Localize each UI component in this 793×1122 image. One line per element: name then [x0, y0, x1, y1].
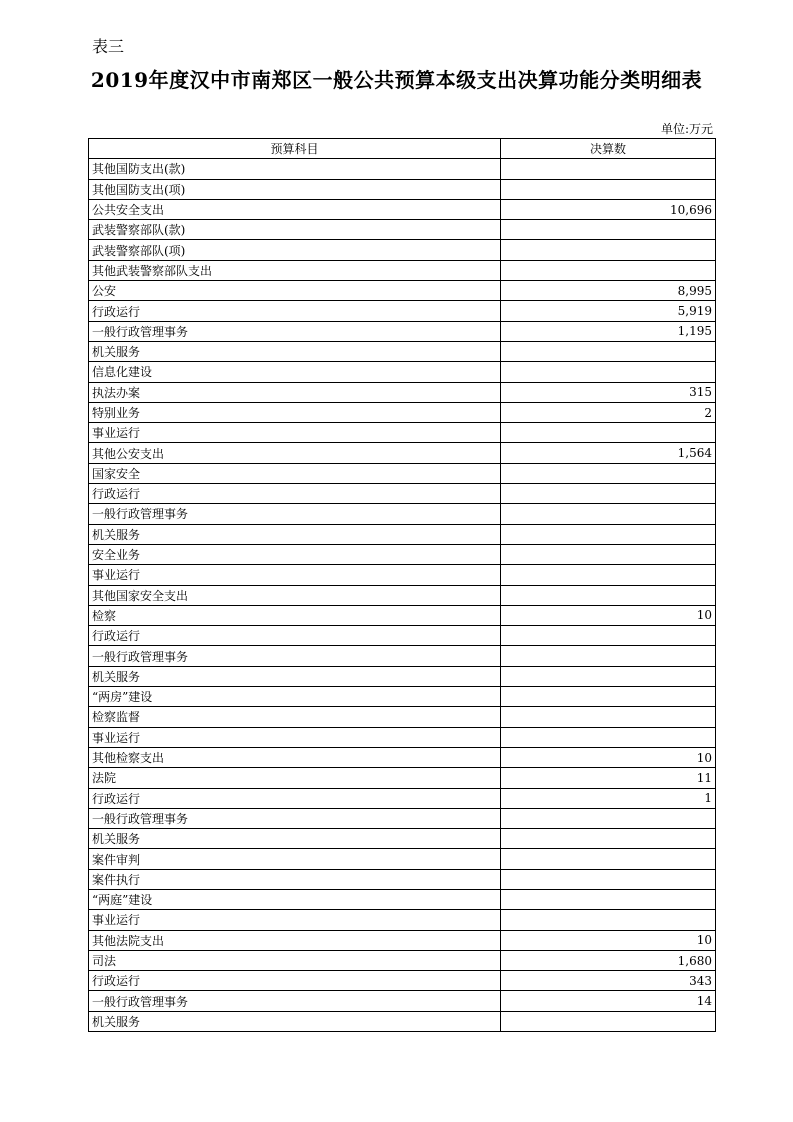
budget-item-name: 一般行政管理事务 — [89, 646, 501, 666]
budget-item-value — [501, 179, 716, 199]
table-row — [89, 869, 716, 889]
budget-item-name: 检察 — [89, 605, 501, 625]
budget-item-value: 11 — [501, 768, 716, 788]
budget-item-value: 2 — [501, 402, 716, 422]
budget-item-name: 信息化建设 — [89, 362, 501, 382]
table-row — [89, 159, 716, 179]
table-row — [89, 808, 716, 828]
table-row — [89, 626, 716, 646]
table-row — [89, 544, 716, 564]
budget-item-value — [501, 849, 716, 869]
table-row — [89, 768, 716, 788]
budget-item-value — [501, 341, 716, 361]
budget-table — [88, 138, 716, 1032]
budget-item-name: 机关服务 — [89, 666, 501, 686]
budget-item-value — [501, 423, 716, 443]
table-row — [89, 402, 716, 422]
table-row — [89, 889, 716, 909]
table-row — [89, 910, 716, 930]
header-final-amount: 决算数 — [501, 139, 716, 159]
table-row — [89, 362, 716, 382]
table-row — [89, 707, 716, 727]
budget-item-value: 1 — [501, 788, 716, 808]
budget-item-name: 其他国家安全支出 — [89, 585, 501, 605]
table-row — [89, 341, 716, 361]
budget-item-name: 一般行政管理事务 — [89, 504, 501, 524]
budget-item-value — [501, 808, 716, 828]
budget-item-name: 行政运行 — [89, 301, 501, 321]
budget-item-name: 一般行政管理事务 — [89, 321, 501, 341]
budget-item-name: 武装警察部队(款) — [89, 220, 501, 240]
table-row — [89, 829, 716, 849]
budget-item-name: 其他武装警察部队支出 — [89, 260, 501, 280]
budget-item-name: 机关服务 — [89, 829, 501, 849]
budget-item-value — [501, 240, 716, 260]
table-row — [89, 524, 716, 544]
budget-item-name: 案件执行 — [89, 869, 501, 889]
budget-item-value — [501, 626, 716, 646]
budget-item-value: 8,995 — [501, 281, 716, 301]
table-label: 表三 — [92, 37, 125, 56]
table-header-row — [89, 139, 716, 159]
budget-item-value — [501, 585, 716, 605]
table-row — [89, 991, 716, 1011]
budget-item-value: 10 — [501, 747, 716, 767]
budget-item-value — [501, 727, 716, 747]
budget-item-name: 特别业务 — [89, 402, 501, 422]
budget-item-name: 武装警察部队(项) — [89, 240, 501, 260]
budget-item-name: 行政运行 — [89, 971, 501, 991]
table-row — [89, 565, 716, 585]
header-budget-item: 预算科目 — [89, 139, 501, 159]
budget-item-name: 公安 — [89, 281, 501, 301]
budget-item-name: “两房”建设 — [89, 687, 501, 707]
budget-item-value — [501, 565, 716, 585]
budget-item-value — [501, 362, 716, 382]
budget-item-name: 国家安全 — [89, 463, 501, 483]
budget-item-value: 5,919 — [501, 301, 716, 321]
table-row — [89, 443, 716, 463]
table-row — [89, 382, 716, 402]
budget-item-name: 机关服务 — [89, 524, 501, 544]
budget-item-value — [501, 159, 716, 179]
budget-item-value: 1,195 — [501, 321, 716, 341]
budget-item-name: 行政运行 — [89, 788, 501, 808]
budget-item-name: 司法 — [89, 950, 501, 970]
table-body — [89, 159, 716, 1032]
table-row — [89, 747, 716, 767]
table-row — [89, 484, 716, 504]
budget-item-value — [501, 829, 716, 849]
page-title: 2019年度汉中市南郑区一般公共预算本级支出决算功能分类明细表 — [90, 68, 703, 92]
budget-item-name: 其他检察支出 — [89, 747, 501, 767]
table-row — [89, 666, 716, 686]
table-row — [89, 1011, 716, 1031]
budget-item-value: 315 — [501, 382, 716, 402]
table-row — [89, 727, 716, 747]
table-row — [89, 585, 716, 605]
table-row — [89, 605, 716, 625]
budget-item-name: 其他公安支出 — [89, 443, 501, 463]
budget-item-value — [501, 889, 716, 909]
budget-item-name: 其他国防支出(款) — [89, 159, 501, 179]
budget-item-value — [501, 707, 716, 727]
budget-item-value: 10 — [501, 930, 716, 950]
budget-item-value — [501, 463, 716, 483]
budget-item-name: 案件审判 — [89, 849, 501, 869]
budget-item-value — [501, 484, 716, 504]
budget-item-value — [501, 869, 716, 889]
budget-item-value: 10 — [501, 605, 716, 625]
budget-item-name: 法院 — [89, 768, 501, 788]
table-row — [89, 504, 716, 524]
table-row — [89, 646, 716, 666]
budget-item-name: “两庭”建设 — [89, 889, 501, 909]
table-row — [89, 220, 716, 240]
table-row — [89, 423, 716, 443]
table-row — [89, 950, 716, 970]
budget-item-value: 10,696 — [501, 199, 716, 219]
budget-item-name: 事业运行 — [89, 727, 501, 747]
budget-item-name: 其他法院支出 — [89, 930, 501, 950]
budget-item-name: 机关服务 — [89, 1011, 501, 1031]
budget-item-value: 14 — [501, 991, 716, 1011]
budget-item-name: 其他国防支出(项) — [89, 179, 501, 199]
table-row — [89, 199, 716, 219]
budget-item-value — [501, 524, 716, 544]
budget-item-name: 事业运行 — [89, 910, 501, 930]
table-row — [89, 281, 716, 301]
table-row — [89, 301, 716, 321]
budget-item-value — [501, 544, 716, 564]
table-row — [89, 321, 716, 341]
budget-item-value: 1,680 — [501, 950, 716, 970]
budget-item-name: 事业运行 — [89, 565, 501, 585]
budget-item-value — [501, 220, 716, 240]
table-row — [89, 240, 716, 260]
budget-item-name: 一般行政管理事务 — [89, 808, 501, 828]
budget-item-name: 事业运行 — [89, 423, 501, 443]
budget-item-name: 机关服务 — [89, 341, 501, 361]
budget-item-value — [501, 666, 716, 686]
budget-item-value — [501, 1011, 716, 1031]
budget-item-value — [501, 260, 716, 280]
budget-item-name: 行政运行 — [89, 484, 501, 504]
budget-item-name: 行政运行 — [89, 626, 501, 646]
budget-item-value — [501, 646, 716, 666]
budget-item-name: 执法办案 — [89, 382, 501, 402]
table-row — [89, 687, 716, 707]
budget-item-name: 一般行政管理事务 — [89, 991, 501, 1011]
table-row — [89, 463, 716, 483]
budget-item-value — [501, 910, 716, 930]
budget-item-value: 343 — [501, 971, 716, 991]
table-row — [89, 260, 716, 280]
budget-item-name: 安全业务 — [89, 544, 501, 564]
budget-item-name: 公共安全支出 — [89, 199, 501, 219]
budget-item-name: 检察监督 — [89, 707, 501, 727]
table-row — [89, 930, 716, 950]
table-row — [89, 179, 716, 199]
table-row — [89, 788, 716, 808]
table-row — [89, 849, 716, 869]
budget-item-value — [501, 504, 716, 524]
unit-note: 单位:万元 — [660, 122, 713, 136]
table-row — [89, 971, 716, 991]
budget-item-value — [501, 687, 716, 707]
budget-item-value: 1,564 — [501, 443, 716, 463]
